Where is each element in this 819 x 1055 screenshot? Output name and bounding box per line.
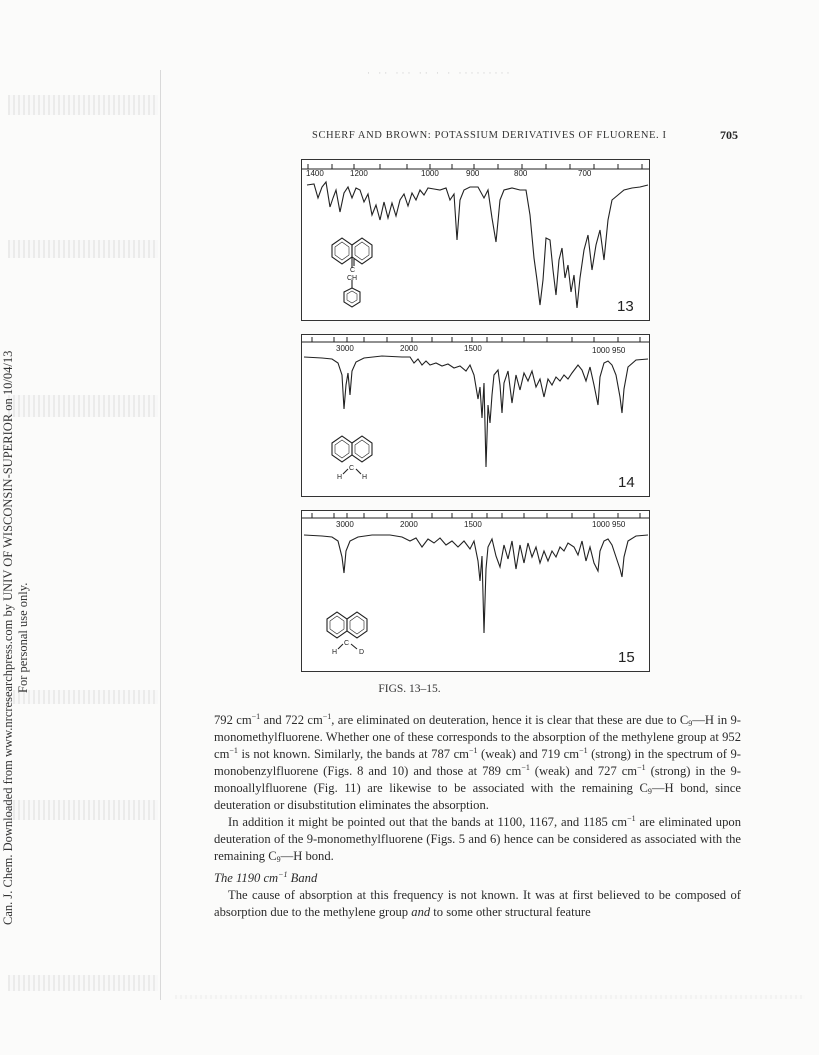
tick-label: 3000 [336,520,354,529]
paragraph-3: The cause of absorption at this frequency is not known. It was at first believed to be composed of absorption due to the methylene group and to some other structural feature [214,888,741,919]
figure-caption: FIGS. 13–15. [378,683,441,695]
atom-label: CH [347,275,358,282]
figure-number: 14 [618,474,635,491]
tick-label: 1500 [464,344,482,353]
spectrum-14 [302,335,649,496]
section-heading: The 1190 $cm^{-1}$ Band [214,870,318,885]
watermark-line-2: For personal use only. [16,582,30,693]
spectrum-trace [304,535,648,633]
scan-speckle [8,975,158,991]
tick-label: 1400 [306,169,324,178]
tick-marks [312,513,640,518]
spectrum-13 [302,160,649,320]
spectrum-trace [304,356,648,467]
atom-label: C [349,465,355,472]
spectrum-15 [302,511,649,671]
tick-label: 2000 [400,520,418,529]
figure-13 [301,159,650,321]
page-number: 705 [720,128,738,142]
atom-label: C [344,640,350,647]
figure-14 [301,334,650,497]
tick-label: 1000 950 [592,346,626,355]
tick-label: 3000 [336,344,354,353]
tick-label: 1200 [350,169,368,178]
running-head: SCHERF AND BROWN: POTASSIUM DERIVATIVES OF FLUORENE. I [312,130,667,141]
paragraph-1: 792 $cm^{-1}$ and 722 $cm^{-1}$, are eliminated on deuteration, hence it is clear that these are due to $C_9—H$ in 9-monomethylfluorene. Whether one of these corresponds to the absorption of the methylene group at 952 $cm^{-1}$ is not known. Similarly, the bands at 787 $cm^{-1}$ (weak) and 719 $cm^{-1}$ (strong) in the spectrum of 9-monobenzylfluorene (Figs. 8 and 10) and those at 789 $cm^{-1}$ (weak) and 727 $cm^{-1}$ (strong) in the 9-monoallylfluorene (Fig. 11) are likewise to be associated with the remaining $C_9—H$ bond, since deuteration or disubstitution eliminates the absorption. [214,712,741,812]
tick-marks [312,337,640,342]
bleed-through-text: · ·· ··· ·· · · ········· [367,68,513,78]
tick-label: 800 [514,169,528,178]
watermark-line-1: Can. J. Chem. Downloaded from www.nrcresearchpress.com by UNIV OF WISCONSIN-SUPERIOR on 10/04/13 [1,350,15,925]
atom-label: H [337,474,343,481]
figure-number: 13 [617,298,634,315]
atom-label: H [362,474,368,481]
scan-speckle [8,95,158,115]
tick-label: 1000 [421,169,439,178]
paragraph-2: In addition it might be pointed out that the bands at 1100, 1167, and 1185 $cm^{-1}$ are eliminated upon deuteration of the 9-monomethylfluorene (Figs. 5 and 6) hence can be considered as associated with the remaining $C_9—H$ bond. [214,814,741,864]
tick-label: 1500 [464,520,482,529]
scan-speckle [175,995,805,999]
tick-label: 2000 [400,344,418,353]
tick-label: 700 [578,169,592,178]
scan-speckle [8,240,158,258]
page-gutter-line [160,70,161,1000]
atom-label: H [332,649,338,656]
atom-label: D [359,649,365,656]
body-text [214,712,741,921]
figure-15 [301,510,650,672]
figure-number: 15 [618,649,635,666]
tick-label: 900 [466,169,480,178]
tick-label: 1000 950 [592,520,626,529]
atom-label: C [350,267,356,274]
